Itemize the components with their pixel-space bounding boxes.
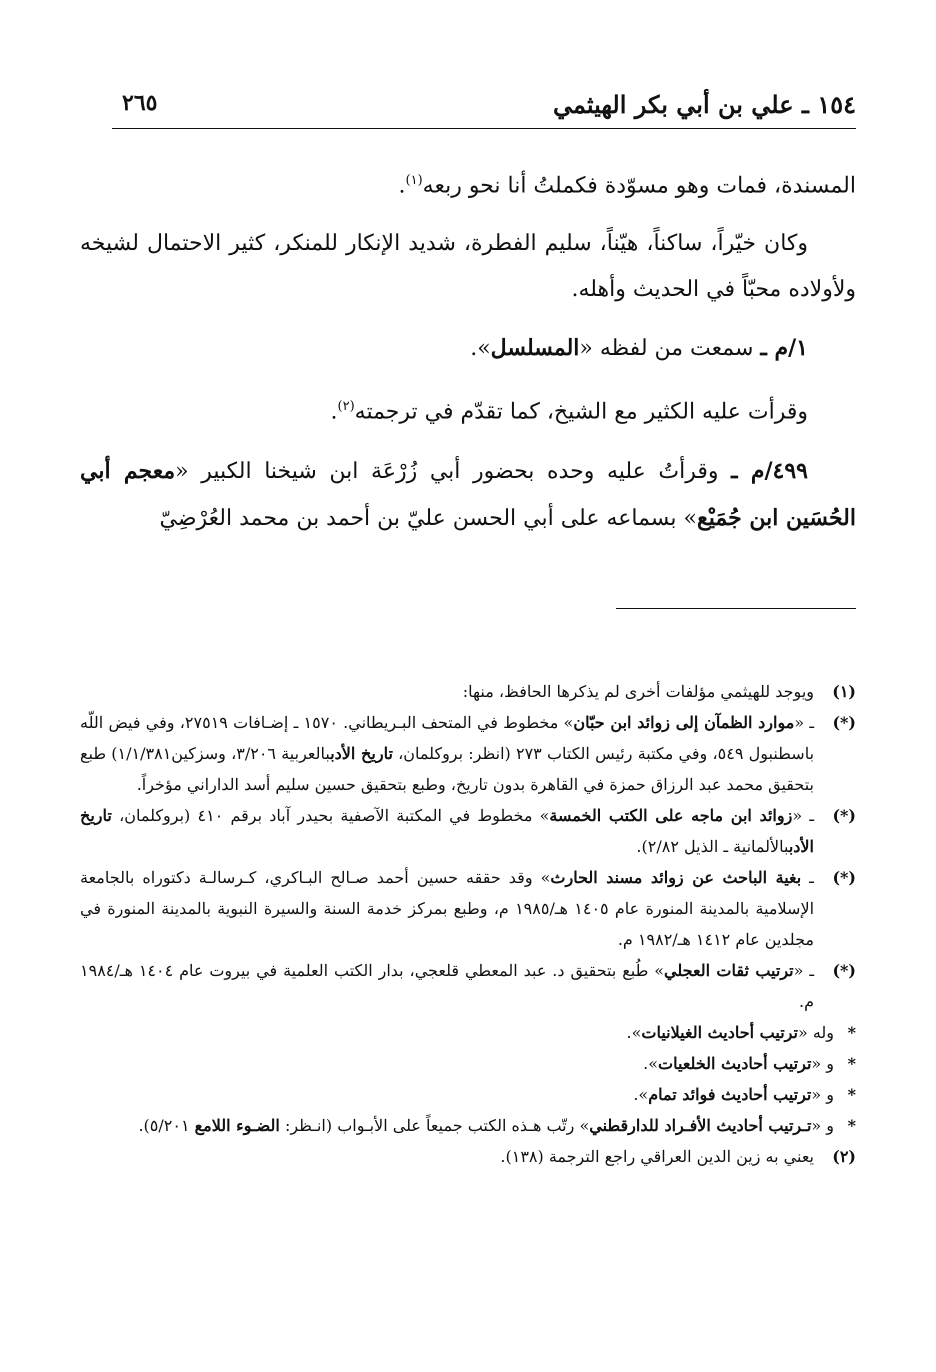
note-text: ».: [643, 1054, 659, 1073]
star-icon: *: [847, 1085, 856, 1104]
chapter-title: ١٥٤ ـ علي بن أبي بكر الهيثمي: [553, 90, 856, 119]
note-text: بالعربية ٣/٢٠٦، وسزكين١/١/٣٨١) طبع بتحقيق محمد عبد الرزاق حمزة في القاهرة بدون تاريخ، وطبع بتحقيق حسين سليم أسد الداراني مؤخراً.: [80, 744, 814, 794]
paragraph-5-text-a: وقرأتُ عليه وحده بحضور أبي زُرْعَة ابن شيخنا الكبير «: [175, 458, 719, 484]
note-text: بالألمانية ـ الذيل ٢/٨٢).: [636, 837, 789, 856]
note-text: » طُبع بتحقيق د. عبد المعطي قلعجي، بدار الكتب العلمية في بيروت عام ١٤٠٤ هـ/١٩٨٤ م.: [80, 961, 814, 1011]
footnote-marker-2: (٢): [832, 1147, 856, 1166]
footnote-item-afrad: [80, 1110, 856, 1141]
note-text: ـ «: [794, 713, 815, 732]
paragraph-4-end: .: [330, 399, 338, 425]
paragraph-2: وكان خيّراً، ساكناً، هيّناً، سليم الفطرة، شديد الإنكار للمنكر، كثير الاحتمال لشيخه ولأولاده محبّاً في الحديث وأهله.: [80, 231, 856, 303]
paragraph-5-text-c: » بسماعه على أبي الحسن عليّ بن أحمد بن محمد العُرْضِيّ: [159, 505, 697, 531]
footnote-2-text: يعني به زين الدين العراقي راجع الترجمة (١٣٨).: [500, 1147, 814, 1166]
paragraph-1: [80, 158, 856, 209]
note-text: وله «: [797, 1023, 834, 1042]
note-text: » مخطوط في المكتبة الآصفية بحيدر آباد برقم ٤١٠ (بروكلمان،: [111, 806, 550, 825]
footnote-item-khalaiyat: [80, 1048, 856, 1079]
paragraph-3: [80, 325, 856, 372]
footnote-bullet: (*): [832, 713, 856, 732]
note-book-title: الضـوء اللامع: [194, 1116, 280, 1135]
footnote-ref-1[interactable]: (١): [405, 173, 423, 188]
paragraph-1-text: المسندة، فمات وهو مسوّدة فكملتُ أنا نحو ربعه: [422, 173, 856, 199]
page-number: ٢٦٥: [122, 90, 158, 116]
note-book-title: تاريخ الأدب: [330, 744, 393, 763]
paragraph-5: [80, 448, 856, 542]
star-icon: *: [847, 1116, 856, 1135]
paragraph-3-text-c: ».: [470, 336, 491, 362]
footnote-item-zawaid-ibn-majah: [80, 800, 856, 862]
note-text: ٥/٢٠١).: [138, 1116, 195, 1135]
note-book-title: ترتيب أحاديث فوائد تمام: [648, 1085, 812, 1104]
note-text: » مخطوط في المتحف البـريطاني. ١٥٧٠ ـ إضـافات ٢٧٥١٩، وفي فيض اللّه باسطنبول ٥٤٩، وفي مكتبة رئيس الكتاب ٢٧٣ (انظر: بروكلمان،: [80, 713, 815, 763]
book-title-mujam: معجم أبي الحُسَين ابن جُمَيْع: [80, 457, 856, 531]
running-header: [112, 80, 856, 129]
main-text: [80, 158, 856, 554]
note-book-title: تـرتيب أحاديث الأفـراد للدارقطني: [589, 1116, 812, 1135]
footnote-bullet: (*): [832, 806, 856, 825]
note-text: و «: [811, 1085, 834, 1104]
star-icon: *: [847, 1023, 856, 1042]
note-book-title: ترتيب أحاديث الغيلانيات: [641, 1023, 798, 1042]
note-text: ـ: [801, 868, 814, 887]
footnote-marker-1: (١): [832, 682, 856, 701]
note-book-title: موارد الظمآن إلى زوائد ابن حبّان: [573, 713, 795, 732]
note-text: » رتّب هـذه الكتب جميعاً على الأبـواب (انـظر:: [279, 1116, 590, 1135]
footnote-1: [80, 676, 856, 707]
book-title-musalsal: المسلسل: [490, 335, 580, 362]
footnote-item-mawarid: [80, 707, 856, 800]
paragraph-4: [80, 384, 856, 435]
entry-number-1: ١/م ـ: [760, 335, 808, 362]
footnotes: [80, 676, 856, 1172]
note-text: و «: [811, 1054, 834, 1073]
footnote-2: [80, 1141, 856, 1172]
entry-number-499: ٤٩٩/م ـ: [731, 457, 808, 484]
footnote-item-fawaid-tammam: [80, 1079, 856, 1110]
footnote-bullet: (*): [832, 961, 856, 980]
paragraph-3-text-a: سمعت من لفظه «: [579, 336, 754, 362]
footnote-1-text: ويوجد للهيثمي مؤلفات أخرى لم يذكرها الحافظ، منها:: [462, 682, 814, 701]
note-text: » وقد حققه حسين أحمد صـالح البـاكري، كـرسالـة دكتوراه بالجامعة الإسلامية بالمدينة المنورة عام ١٤٠٥ هـ/١٩٨٥ م، وطبع بمركز خدمة السنة والسيرة النبوية بالمدينة المنورة في مجلدين عام ١٤١٢ هـ/١٩٨٢ م.: [80, 868, 815, 949]
note-text: ـ «: [792, 806, 815, 825]
footnote-item-thiqat: [80, 955, 856, 1017]
footnote-ref-2[interactable]: (٢): [337, 399, 355, 415]
star-icon: *: [847, 1054, 856, 1073]
paragraph-1-end: .: [398, 173, 406, 199]
footnote-bullet: (*): [832, 868, 856, 887]
note-book-title: زوائد ابن ماجه على الكتب الخمسة: [549, 806, 793, 825]
note-text: ».: [626, 1023, 642, 1042]
footnote-item-ghaylaniyat: [80, 1017, 856, 1048]
note-book-title: ترتيب أحاديث الخلعيات: [658, 1054, 812, 1073]
footnote-separator: [616, 608, 856, 609]
note-book-title: ترتيب ثقات العجلي: [664, 961, 794, 980]
note-text: ـ «: [793, 961, 815, 980]
note-text: و «: [811, 1116, 834, 1135]
note-book-title: تاريخ الأدب: [80, 806, 814, 856]
note-book-title: بغية الباحث عن زوائد مسند الحارث: [550, 868, 802, 887]
paragraph-4-text: وقرأت عليه الكثير مع الشيخ، كما تقدّم في ترجمته: [354, 399, 808, 425]
note-text: ».: [633, 1085, 649, 1104]
footnote-item-bughyat: [80, 862, 856, 955]
